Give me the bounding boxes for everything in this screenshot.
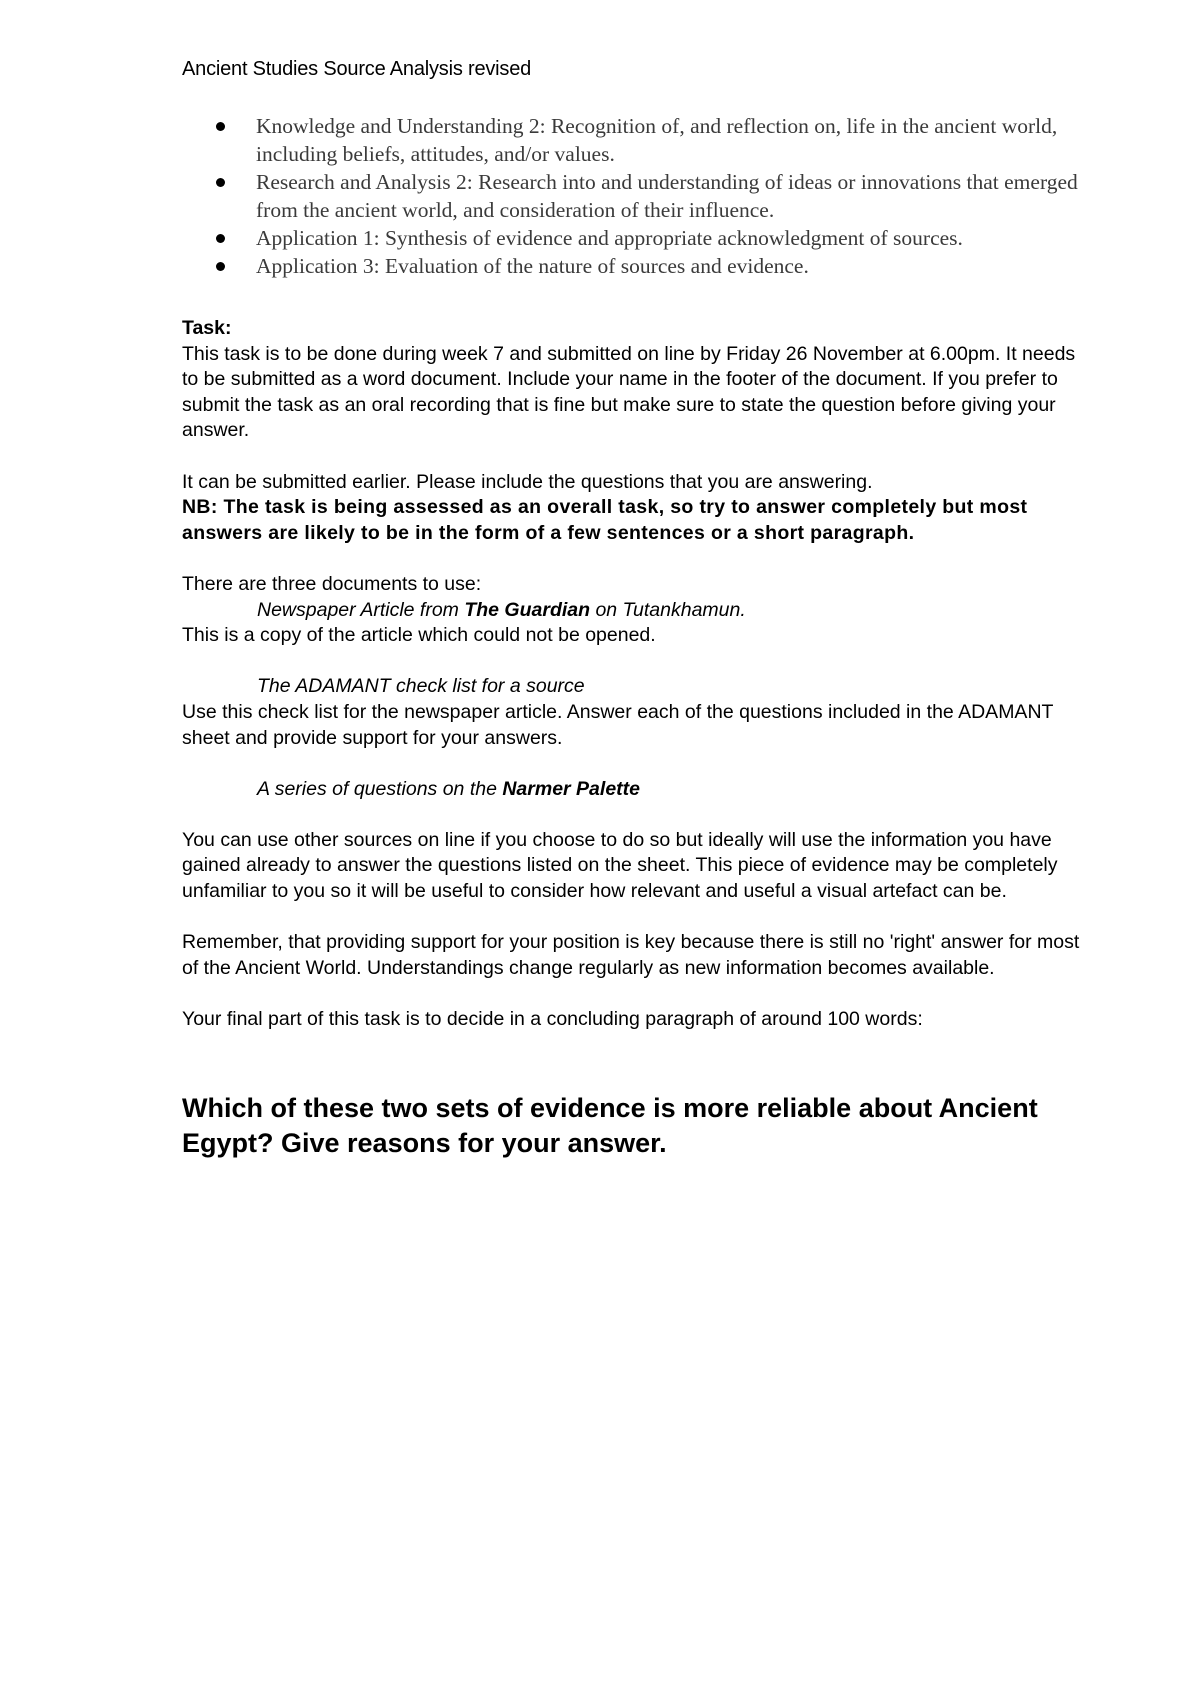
document-title: Ancient Studies Source Analysis revised <box>182 58 532 80</box>
sources-paragraph: You can use other sources on line if you choose to do so but ideally will use the information you have gained already to answer the questions listed on the sheet. This piece of evidence may be completely unfamiliar to you so it will be useful to consider how relevant and useful a visual artefact can be. <box>182 828 1058 903</box>
list-item: Research and Analysis 2: Research into and understanding of ideas or innovations that emerged from the ancient world, and consideration of their influence. <box>182 168 1106 224</box>
final-part-paragraph: Your final part of this task is to decide in a concluding paragraph of around 100 words: <box>182 1008 923 1031</box>
document-2-label: The ADAMANT check list for a source <box>257 675 585 698</box>
bullet-icon <box>216 178 225 187</box>
document-1-label: Newspaper Article from The Guardian on Tutankhamun. <box>257 598 746 621</box>
task-paragraph-2: It can be submitted earlier. Please include the questions that you are answering. <box>182 470 873 493</box>
bullet-icon <box>216 262 225 271</box>
list-item: Application 1: Synthesis of evidence and appropriate acknowledgment of sources. <box>182 224 1106 252</box>
document-3-label: A series of questions on the Narmer Palette <box>257 777 640 800</box>
final-question: Which of these two sets of evidence is more reliable about Ancient Egypt? Give reasons for your answer. <box>182 1092 1038 1158</box>
document-2-note: Use this check list for the newspaper article. Answer each of the questions included in the ADAMANT sheet and provide support for your answers. <box>182 700 1054 749</box>
task-section <box>182 316 1082 1033</box>
list-item: Application 3: Evaluation of the nature of sources and evidence. <box>182 252 1106 280</box>
list-item: Knowledge and Understanding 2: Recognition of, and reflection on, life in the ancient world, including beliefs, attitudes, and/or values. <box>182 112 1106 168</box>
task-paragraph-1: This task is to be done during week 7 and submitted on line by Friday 26 November at 6.00pm. It needs to be submitted as a word document. Include your name in the footer of the document. If you prefer to submit the task as an oral recording that is fine but make sure to state the question before giving your answer. <box>182 342 1076 442</box>
nb-note: NB: The task is being assessed as an overall task, so try to answer completely but most answers are likely to be in the form of a few sentences or a short paragraph. <box>182 496 1028 544</box>
bullet-icon <box>216 234 225 243</box>
learning-outcomes-list <box>182 112 1082 280</box>
bullet-icon <box>216 122 225 131</box>
document-page <box>182 56 1082 1161</box>
remember-paragraph: Remember, that providing support for your position is key because there is still no 'right' answer for most of the Ancient World. Understandings change regularly as new information becomes available. <box>182 931 1080 979</box>
task-heading: Task: <box>182 317 232 339</box>
document-1-note: This is a copy of the article which could not be opened. <box>182 624 656 647</box>
documents-intro: There are three documents to use: <box>182 572 482 595</box>
